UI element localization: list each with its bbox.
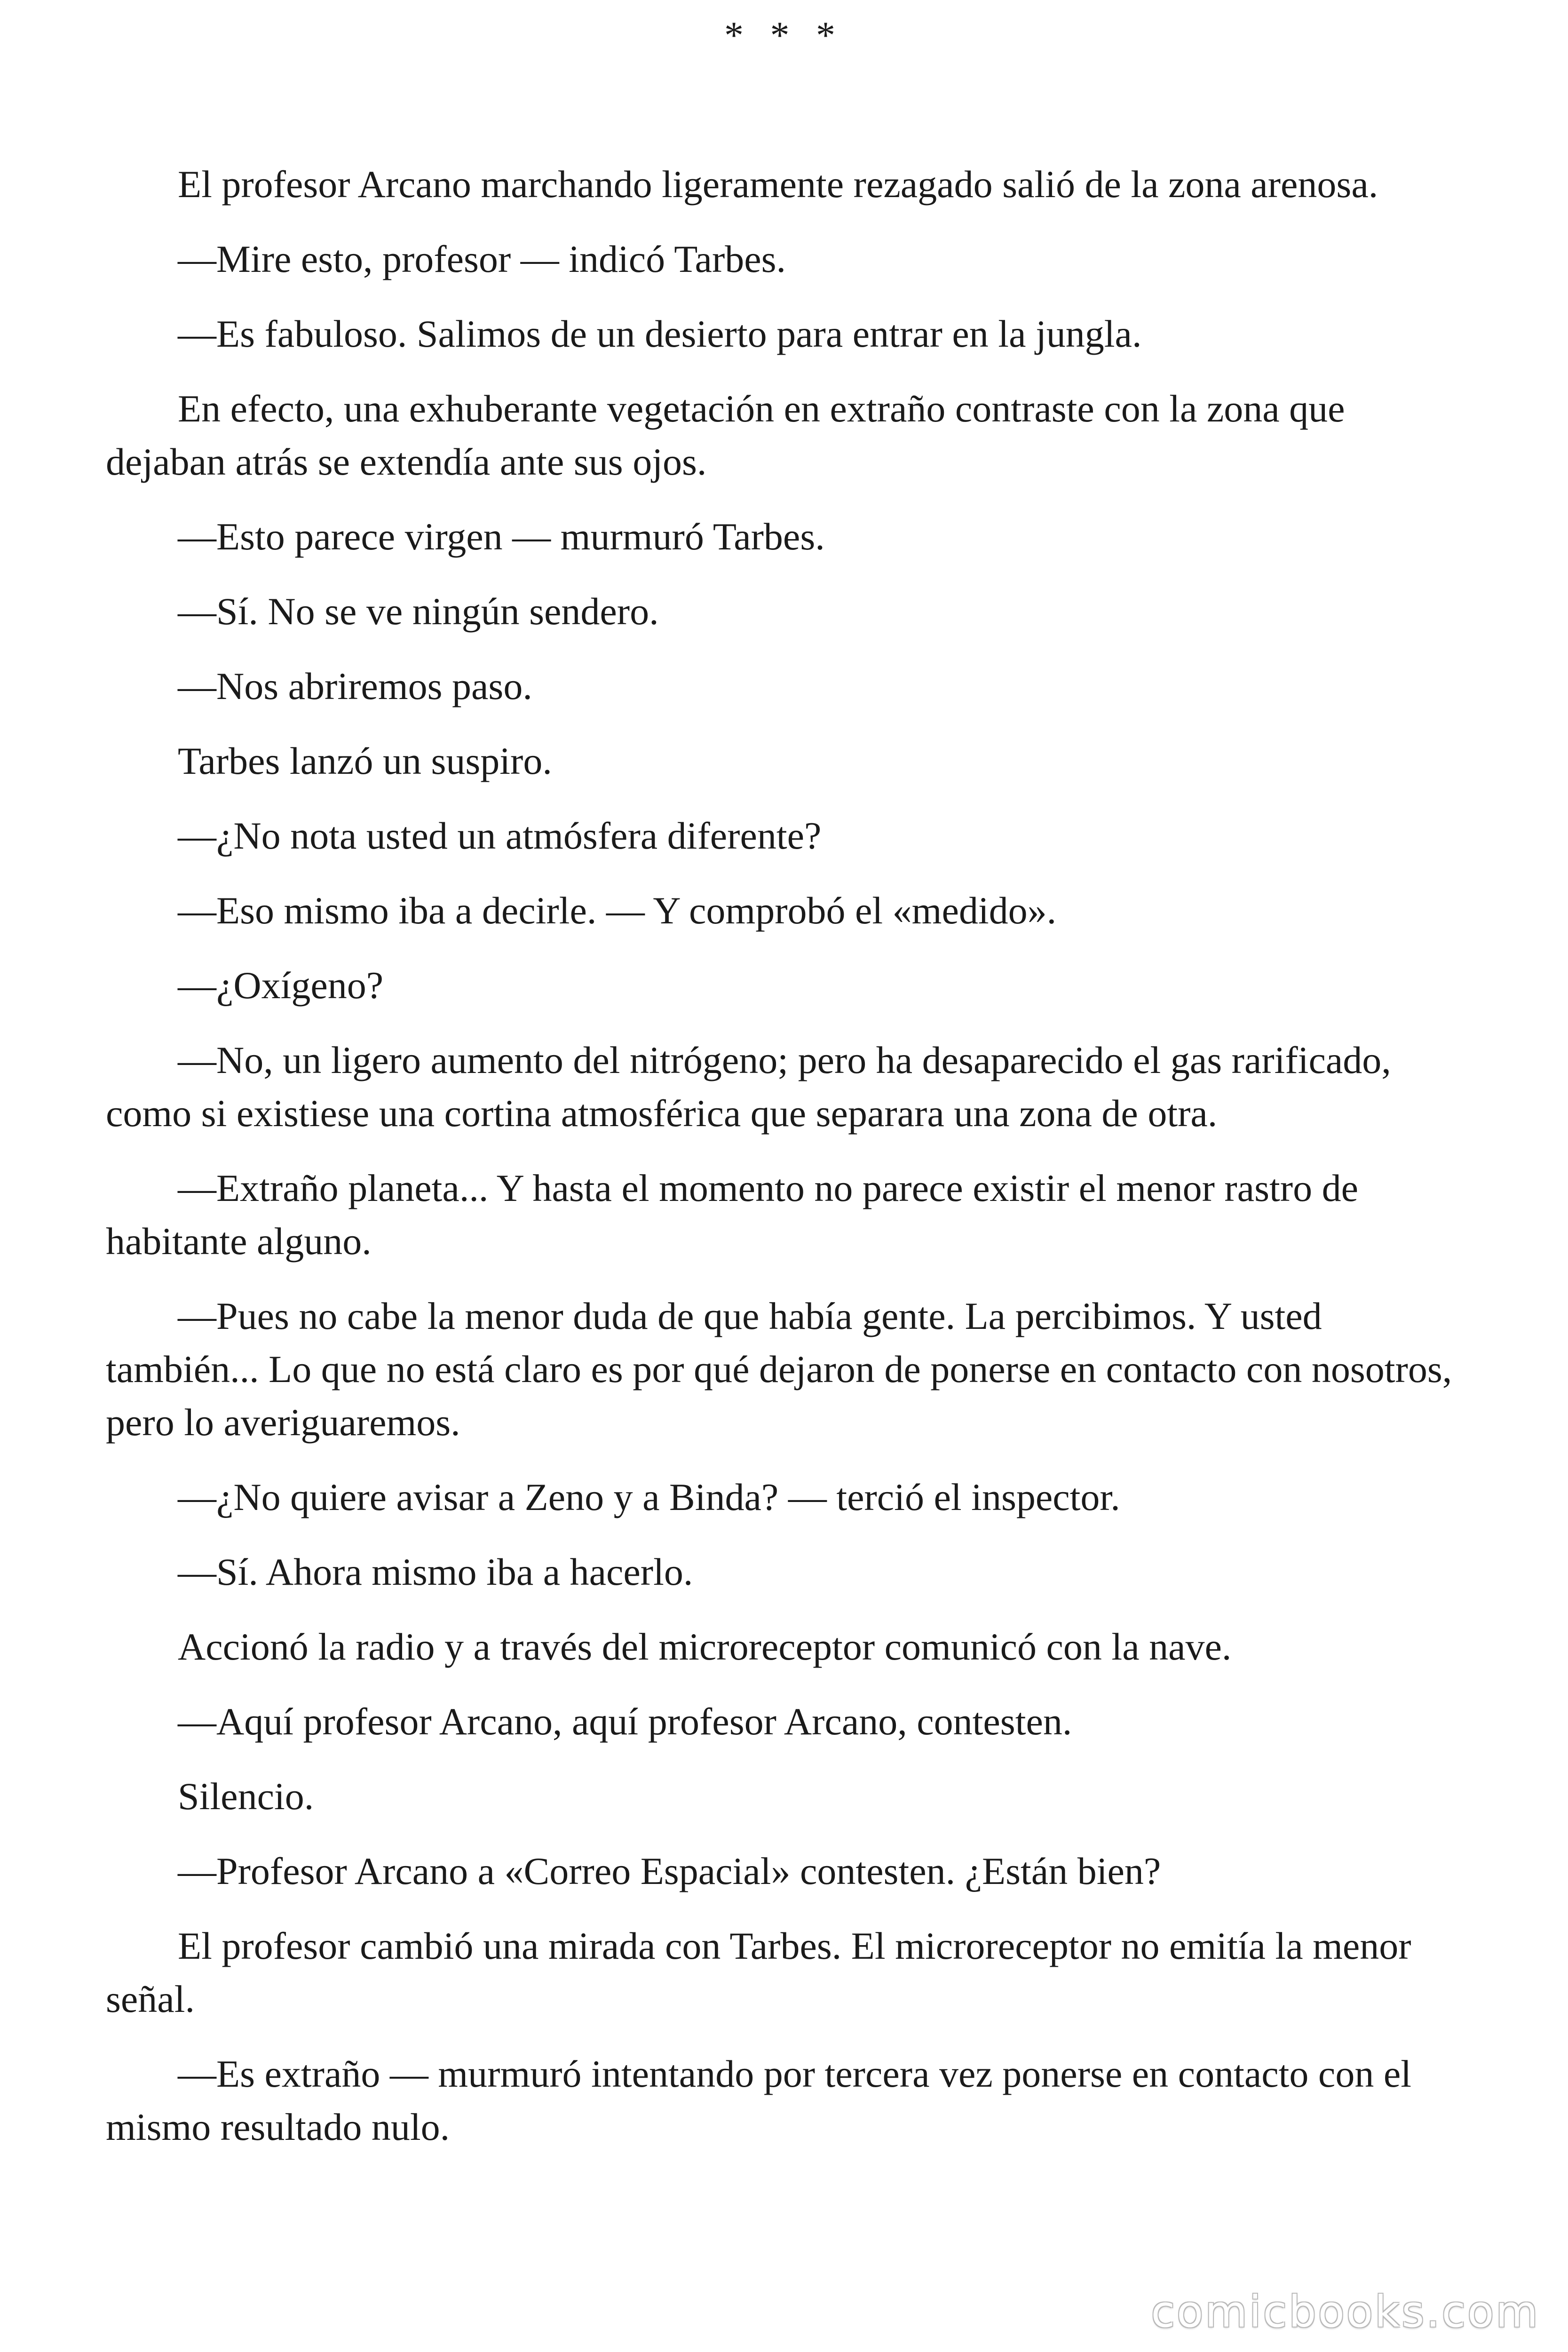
paragraph: El profesor cambió una mirada con Tarbes. El microreceptor no emitía la menor señal. — [106, 1924, 1411, 2020]
paragraph: —Sí. No se ve ningún sendero. — [178, 590, 659, 633]
paragraph: —¿No quiere avisar a Zeno y a Binda? — terció el inspector. — [178, 1476, 1120, 1518]
paragraph: —Aquí profesor Arcano, aquí profesor Arcano, contesten. — [178, 1700, 1072, 1743]
paragraph: —¿Oxígeno? — [178, 964, 384, 1007]
paragraph: El profesor Arcano marchando ligeramente rezagado salió de la zona arenosa. — [178, 163, 1378, 206]
paragraph: —Extraño planeta... Y hasta el momento no parece existir el menor rastro de habitante alguno. — [106, 1167, 1358, 1263]
paragraph: —Es extraño — murmuró intentando por tercera vez ponerse en contacto con el mismo resultado nulo. — [106, 2052, 1411, 2148]
scene-separator: * * * — [724, 14, 844, 56]
paragraph: —Pues no cabe la menor duda de que había gente. La percibimos. Y usted también... Lo que no está claro es por qué dejaron de ponerse en contacto con nosotros, pero lo averiguaremos. — [106, 1295, 1452, 1444]
watermark: comicbooks.com — [1151, 2287, 1540, 2337]
paragraph: —Nos abriremos paso. — [178, 665, 532, 707]
paragraph: Silencio. — [178, 1775, 314, 1818]
paragraph: En efecto, una exhuberante vegetación en extraño contraste con la zona que dejaban atrás se extendía ante sus ojos. — [106, 387, 1345, 483]
paragraph: —Mire esto, profesor — indicó Tarbes. — [178, 238, 786, 280]
paragraph: —Profesor Arcano a «Correo Espacial» contesten. ¿Están bien? — [178, 1850, 1161, 1892]
paragraph: Tarbes lanzó un suspiro. — [178, 739, 552, 782]
paragraph: Accionó la radio y a través del microreceptor comunicó con la nave. — [178, 1625, 1232, 1668]
paragraph: —No, un ligero aumento del nitrógeno; pero ha desaparecido el gas rarificado, como si existiese una cortina atmosférica que separara una zona de otra. — [106, 1039, 1391, 1135]
paragraph: —Sí. Ahora mismo iba a hacerlo. — [178, 1550, 693, 1593]
paragraph: —Eso mismo iba a decirle. — Y comprobó el «medido». — [178, 889, 1057, 932]
paragraph: —Es fabuloso. Salimos de un desierto para entrar en la jungla. — [178, 312, 1142, 355]
paragraph: —Esto parece virgen — murmuró Tarbes. — [178, 515, 825, 558]
paragraph: —¿No nota usted un atmósfera diferente? — [178, 814, 822, 857]
page-body — [106, 158, 1465, 2175]
